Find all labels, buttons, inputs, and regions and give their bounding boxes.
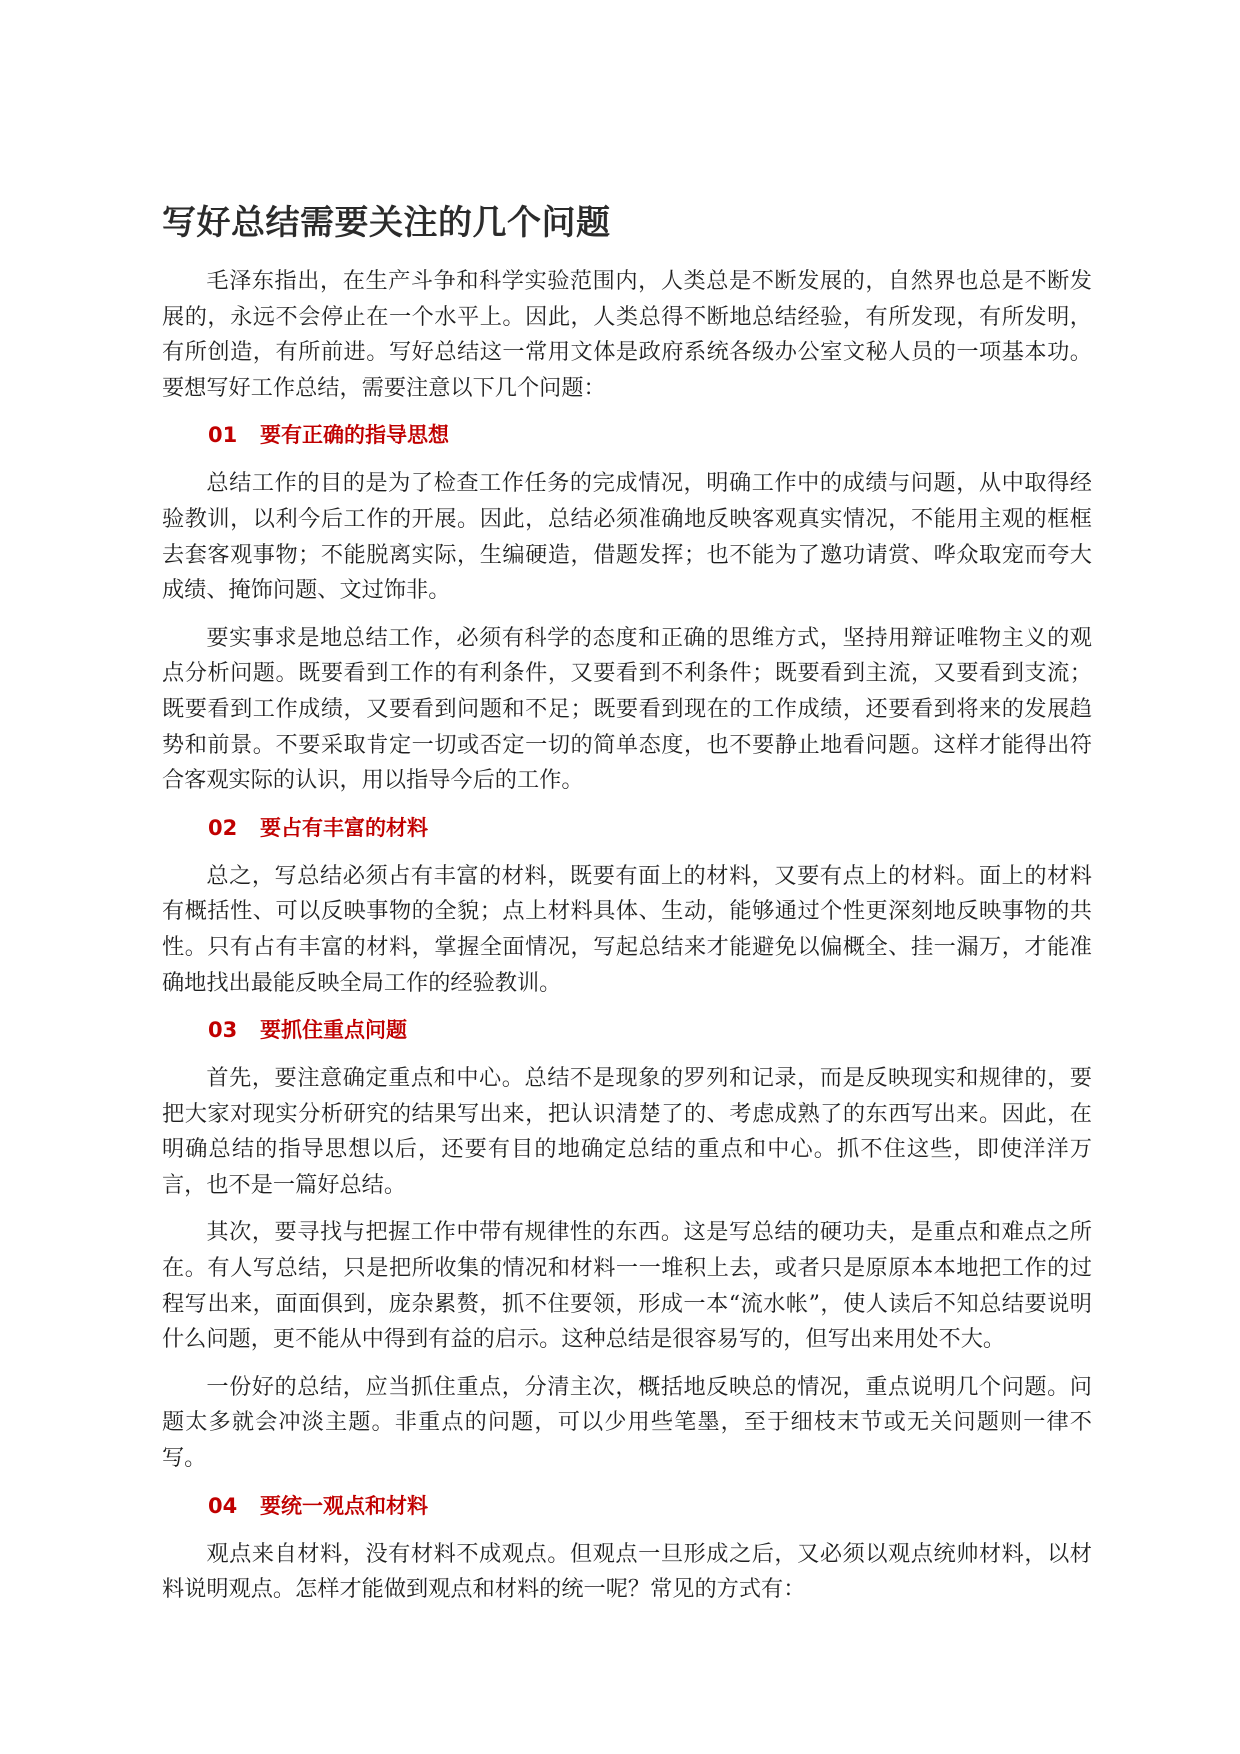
section-paragraph: 总结工作的目的是为了检查工作任务的完成情况，明确工作中的成绩与问题，从中取得经验教训，以利今后工作的开展。因此，总结必须准确地反映客观真实情况，不能用主观的框框去套客观事物；不能脱离实际，生编硬造，借题发挥；也不能为了邀功请赏、哗众取宠而夸大成绩、掩饰问题、文过饰非。 [162, 470, 1092, 604]
section-heading-01 [162, 418, 1092, 452]
section-paragraph: 其次，要寻找与把握工作中带有规律性的东西。这是写总结的硬功夫，是重点和难点之所在。有人写总结，只是把所收集的情况和材料一一堆积上去，或者只是原原本本地把工作的过程写出来，面面俱到，庞杂累赘，抓不住要领，形成一本“流水帐”，使人读后不知总结要说明什么问题，更不能从中得到有益的启示。这种总结是很容易写的，但写出来用处不大。 [162, 1219, 1092, 1353]
section-heading-03 [162, 1013, 1092, 1047]
section-title: 要抓住重点问题 [260, 1018, 407, 1043]
document-title: 写好总结需要关注的几个问题 [162, 203, 611, 243]
section-paragraph: 首先，要注意确定重点和中心。总结不是现象的罗列和记录，而是反映现实和规律的，要把大家对现实分析研究的结果写出来，把认识清楚了的、考虑成熟了的东西写出来。因此，在明确总结的指导思想以后，还要有目的地确定总结的重点和中心。抓不住这些，即使洋洋万言，也不是一篇好总结。 [162, 1065, 1092, 1198]
section-paragraph: 总之，写总结必须占有丰富的材料，既要有面上的材料，又要有点上的材料。面上的材料有概括性、可以反映事物的全貌；点上材料具体、生动，能够通过个性更深刻地反映事物的共性。只有占有丰富的材料，掌握全面情况，写起总结来才能避免以偏概全、挂一漏万，才能准确地找出最能反映全局工作的经验教训。 [162, 862, 1092, 996]
section-title: 要有正确的指导思想 [260, 423, 449, 448]
section-paragraph: 观点来自材料，没有材料不成观点。但观点一旦形成之后，又必须以观点统帅材料，以材料说明观点。怎样才能做到观点和材料的统一呢？常见的方式有： [162, 1540, 1092, 1603]
section-number: 04 [208, 1493, 238, 1518]
section-number: 01 [208, 423, 238, 448]
section-heading-02 [162, 811, 1092, 845]
section-paragraph: 一份好的总结，应当抓住重点，分清主次，概括地反映总的情况，重点说明几个问题。问题太多就会冲淡主题。非重点的问题，可以少用些笔墨，至于细枝末节或无关问题则一律不写。 [162, 1373, 1092, 1472]
intro-paragraph: 毛泽东指出，在生产斗争和科学实验范围内，人类总是不断发展的，自然界也总是不断发展的，永远不会停止在一个水平上。因此，人类总得不断地总结经验，有所发现，有所发明，有所创造，有所前进。写好总结这一常用文体是政府系统各级办公室文秘人员的一项基本功。要想写好工作总结，需要注意以下几个问题： [162, 268, 1092, 401]
section-number: 02 [208, 815, 238, 840]
document-body [162, 200, 1092, 1620]
section-paragraph: 要实事求是地总结工作，必须有科学的态度和正确的思维方式，坚持用辩证唯物主义的观点分析问题。既要看到工作的有利条件，又要看到不利条件；既要看到主流，又要看到支流；既要看到工作成绩，又要看到问题和不足；既要看到现在的工作成绩，还要看到将来的发展趋势和前景。不要采取肯定一切或否定一切的简单态度，也不要静止地看问题。这样才能得出符合客观实际的认识，用以指导今后的工作。 [162, 624, 1092, 794]
section-title: 要占有丰富的材料 [260, 815, 428, 840]
section-title: 要统一观点和材料 [260, 1493, 428, 1518]
section-number: 03 [208, 1018, 238, 1043]
section-heading-04 [162, 1489, 1092, 1523]
